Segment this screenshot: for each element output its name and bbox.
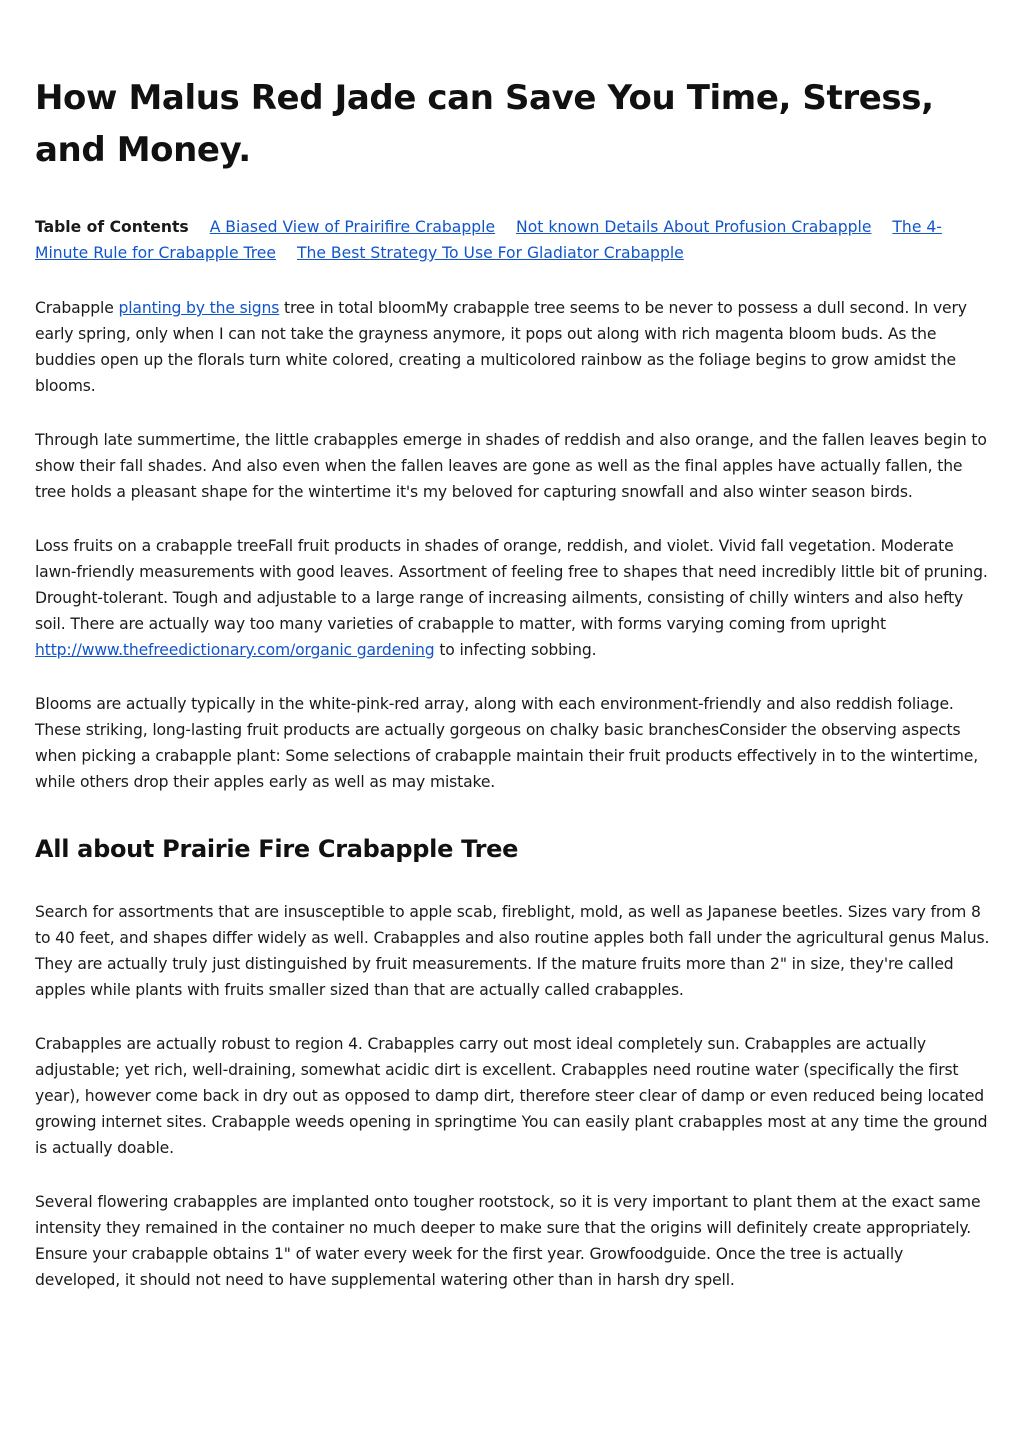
- toc-label: Table of Contents: [35, 218, 189, 236]
- paragraph-2: Through late summertime, the little crabapples emerge in shades of reddish and also orange, and the fallen leaves begin to show their fall shades. And also even when the fallen leaves are gone as well as the final apples have actually fallen, the tree holds a pleasant shape for the wintertime it's my beloved for capturing snowfall and also winter season birds.: [35, 431, 987, 501]
- freedictionary-link[interactable]: http://www.thefreedictionary.com/organic gardening: [35, 641, 435, 659]
- paragraph-3: [35, 533, 990, 663]
- paragraph-3-text-end: to infecting sobbing.: [434, 641, 597, 659]
- paragraph-3-text-start: Loss fruits on a crabapple treeFall fruit products in shades of orange, reddish, and violet. Vivid fall vegetation. Moderate lawn-friendly measurements with good leaves. Assortment of feeling free to shapes that need incredibly little bit of pruning. Drought-tolerant. Tough and adjustable to a large range of increasing ailments, consisting of chilly winters and also hefty soil. There are actually way too many varieties of crabapple to matter, with forms varying coming from upright: [35, 537, 988, 633]
- section-paragraph-1: Search for assortments that are insusceptible to apple scab, fireblight, mold, as well as Japanese beetles. Sizes vary from 8 to 40 feet, and shapes differ widely as well. Crabapples and also routine apples both fall under the agricultural genus Malus. They are actually truly just distinguished by fruit measurements. If the mature fruits more than 2" in size, they're called apples while plants with fruits smaller sized than that are actually called crabapples.: [35, 903, 990, 999]
- paragraph-4: Blooms are actually typically in the white-pink-red array, along with each environment-friendly and also reddish foliage. These striking, long-lasting fruit products are actually gorgeous on chalky basic branchesConsider the observing aspects when picking a crabapple plant: Some selections of crabapple maintain their fruit products effectively in to the wintertime, while others drop their apples early as well as may mistake.: [35, 695, 979, 791]
- toc-link-profusion[interactable]: Not known Details About Profusion Crabapple: [516, 218, 872, 236]
- paragraph-1-text-end: tree in total bloomMy crabapple tree seems to be never to possess a dull second. In very early spring, only when I can not take the grayness anymore, it pops out along with rich magenta bloom buds. As the buddies open up the florals turn white colored, creating a multicolored rainbow as the foliage begins to grow amidst the blooms.: [35, 299, 967, 395]
- paragraph-1-text-start: Crabapple: [35, 299, 119, 317]
- page-title: How Malus Red Jade can Save You Time, Stress, and Money.: [35, 78, 934, 170]
- toc-link-crabapple-tree[interactable]: The 4-Minute Rule for Crabapple Tree: [35, 218, 942, 262]
- toc-link-gladiator[interactable]: The Best Strategy To Use For Gladiator Crabapple: [296, 244, 684, 262]
- paragraph-1: [35, 295, 990, 399]
- section-paragraph-3: Several flowering crabapples are implanted onto tougher rootstock, so it is very important to plant them at the exact same intensity they remained in the container no much deeper to make sure that the origins will definitely create appropriately. Ensure your crabapple obtains 1" of water every week for the first year. Growfoodguide. Once the tree is actually developed, it should not need to have supplemental watering other than in harsh dry spell.: [35, 1193, 981, 1289]
- planting-by-the-signs-link[interactable]: planting by the signs: [118, 299, 280, 317]
- table-of-contents: [35, 214, 990, 266]
- document-page: [35, 72, 990, 1293]
- section-paragraph-2: Crabapples are actually robust to region 4. Crabapples carry out most ideal completely sun. Crabapples are actually adjustable; yet rich, well-draining, somewhat acidic dirt is excellent. Crabapples need routine water (specifically the first year), however come back in dry out as opposed to damp dirt, therefore steer clear of damp or even reduced being located growing internet sites. Crabapple weeds opening in springtime You can easily plant crabapples most at any time the ground is actually doable.: [35, 1035, 988, 1157]
- toc-link-prairifire[interactable]: A Biased View of Prairifire Crabapple: [209, 218, 496, 236]
- section-heading: All about Prairie Fire Crabapple Tree: [35, 835, 519, 863]
